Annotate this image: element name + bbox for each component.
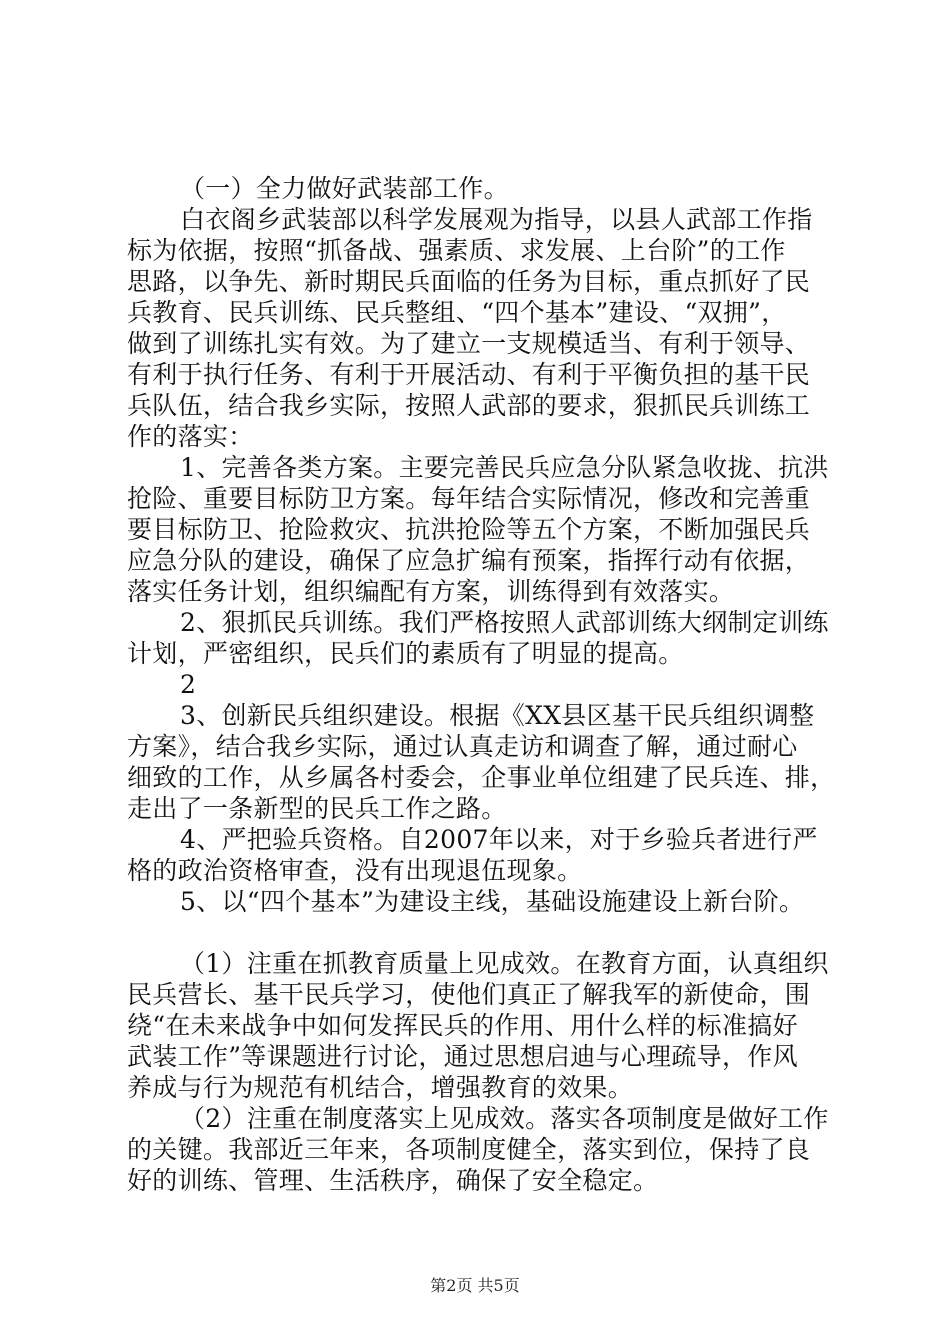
paragraph-line: 计划，严密组织，民兵们的素质有了明显的提高。 [127, 639, 684, 668]
paragraph-line: 白衣阁乡武装部以科学发展观为指导，以县人武部工作指 [180, 205, 813, 234]
paragraph-line: 兵队伍，结合我乡实际，按照人武部的要求，狠抓民兵训练工 [127, 391, 811, 420]
paragraph-line: 要目标防卫、抢险救灾、抗洪抢险等五个方案，不断加强民兵 [127, 515, 811, 544]
paragraph-line: 应急分队的建设，确保了应急扩编有预案，指挥行动有依据， [127, 546, 811, 575]
sub-item-1: （1）注重在抓教育质量上见成效。在教育方面，认真组织 [180, 949, 829, 978]
page-number-footer: 第2页 共5页 [430, 1276, 520, 1295]
paragraph-line: 细致的工作，从乡属各村委会，企事业单位组建了民兵连、排， [127, 763, 836, 792]
paragraph-line: 标为依据，按照“抓备战、强素质、求发展、上台阶”的工作 [127, 236, 786, 265]
paragraph-line: 有利于执行任务、有利于开展活动、有利于平衡负担的基干民 [127, 360, 811, 389]
sub-item-2: （2）注重在制度落实上见成效。落实各项制度是做好工作 [180, 1104, 829, 1133]
paragraph-line: 好的训练、管理、生活秩序，确保了安全稳定。 [127, 1166, 659, 1195]
paragraph-line: 武装工作”等课题进行讨论，通过思想启迪与心理疏导，作风 [127, 1042, 798, 1071]
paragraph-line: 养成与行为规范有机结合，增强教育的效果。 [127, 1073, 634, 1102]
list-item-3: 3、创新民兵组织建设。根据《XX县区基干民兵组织调整 [180, 701, 815, 730]
paragraph-line: 民兵营长、基干民兵学习，使他们真正了解我军的新使命，围 [127, 980, 811, 1009]
list-item-4: 4、严把验兵资格。自2007年以来，对于乡验兵者进行严 [180, 825, 818, 854]
paragraph-line: 绕“在未来战争中如何发挥民兵的作用、用什么样的标准搞好 [127, 1011, 798, 1040]
paragraph-line: 走出了一条新型的民兵工作之路。 [127, 794, 507, 823]
list-item-2: 2、狠抓民兵训练。我们严格按照人武部训练大纲制定训练 [180, 608, 829, 637]
paragraph-line: 的关键。我部近三年来，各项制度健全，落实到位，保持了良 [127, 1135, 811, 1164]
list-item-5: 5、以“四个基本”为建设主线，基础设施建设上新台阶。 [180, 887, 805, 916]
paragraph-line: 格的政治资格审查，没有出现退伍现象。 [127, 856, 583, 885]
paragraph-line: 兵教育、民兵训练、民兵整组、“四个基本”建设、“双拥”， [127, 298, 787, 327]
paragraph-line: 做到了训练扎实有效。为了建立一支规模适当、有利于领导、 [127, 329, 811, 358]
section-heading: （一）全力做好武装部工作。 [180, 174, 509, 203]
paragraph-line: 思路，以争先、新时期民兵面临的任务为目标，重点抓好了民 [127, 267, 811, 296]
paragraph-line: 方案》，结合我乡实际，通过认真走访和调查了解，通过耐心 [127, 732, 798, 761]
paragraph-line: 落实任务计划，组织编配有方案，训练得到有效落实。 [127, 577, 735, 606]
paragraph-line: 抢险、重要目标防卫方案。每年结合实际情况，修改和完善重 [127, 484, 811, 513]
paragraph-line: 作的落实： [127, 422, 254, 451]
list-item-1: 1、完善各类方案。主要完善民兵应急分队紧急收拢、抗洪 [180, 453, 829, 482]
stray-number: 2 [180, 670, 197, 699]
